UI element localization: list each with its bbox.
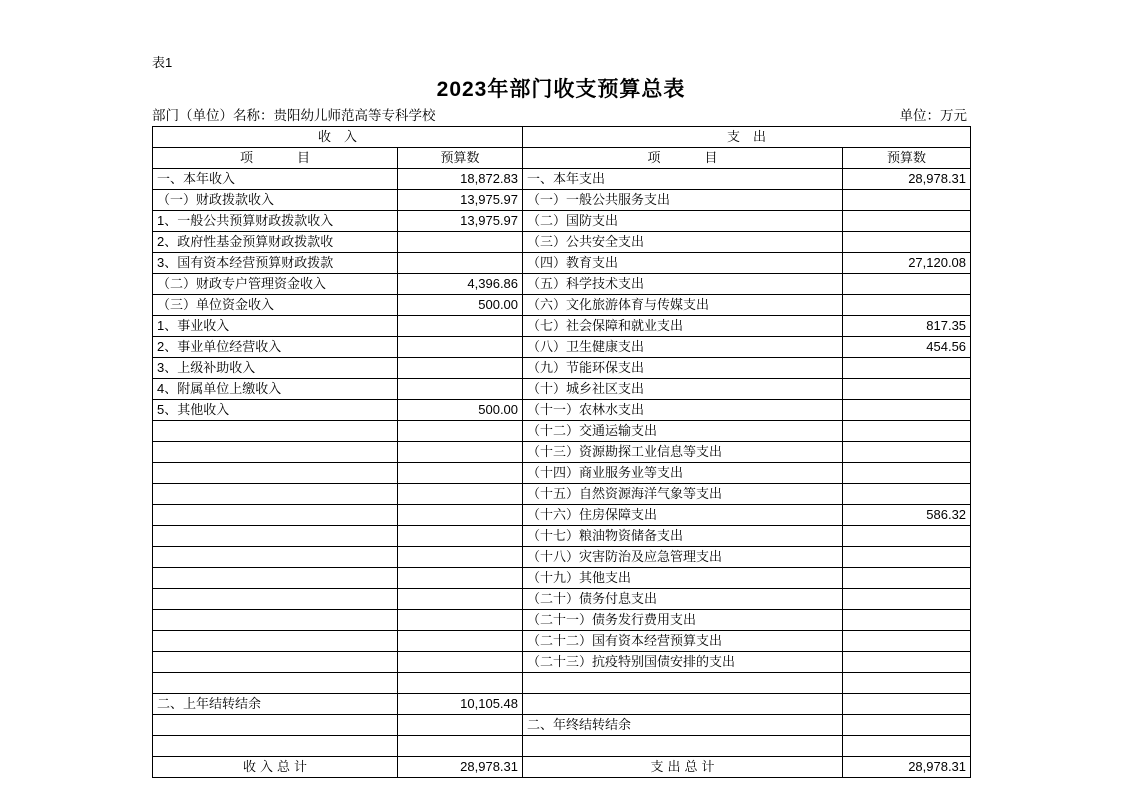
- expense-item-value: [843, 694, 971, 715]
- expense-item-label: [523, 694, 843, 715]
- expense-item-value: [843, 442, 971, 463]
- expense-total-value: 28,978.31: [843, 757, 971, 778]
- income-item-label: [153, 547, 398, 568]
- expense-item-value: [843, 589, 971, 610]
- table-row: [153, 379, 971, 400]
- income-item-value: [398, 736, 523, 757]
- expense-item-label: [523, 673, 843, 694]
- expense-item-value: [843, 652, 971, 673]
- income-item-label: [153, 463, 398, 484]
- expense-item-value: [843, 211, 971, 232]
- expense-item-value: 28,978.31: [843, 169, 971, 190]
- income-value-header: 预算数: [398, 148, 523, 169]
- income-item-value: 10,105.48: [398, 694, 523, 715]
- income-item-value: 18,872.83: [398, 169, 523, 190]
- income-item-value: [398, 631, 523, 652]
- income-item-value: [398, 337, 523, 358]
- expense-item-value: [843, 673, 971, 694]
- expense-item-value: [843, 190, 971, 211]
- table-row: [153, 169, 971, 190]
- expense-item-value: [843, 547, 971, 568]
- table-row: [153, 484, 971, 505]
- expense-item-label: （十七）粮油物资储备支出: [523, 526, 843, 547]
- income-item-header: 项 目: [153, 148, 398, 169]
- table-row: [153, 631, 971, 652]
- income-item-value: [398, 568, 523, 589]
- expense-item-value: 27,120.08: [843, 253, 971, 274]
- income-item-value: [398, 232, 523, 253]
- expense-item-value: [843, 358, 971, 379]
- expense-item-label: 一、本年支出: [523, 169, 843, 190]
- expense-item-label: （十二）交通运输支出: [523, 421, 843, 442]
- expense-item-value: [843, 421, 971, 442]
- income-item-label: [153, 610, 398, 631]
- income-item-label: （二）财政专户管理资金收入: [153, 274, 398, 295]
- expense-item-label: （五）科学技术支出: [523, 274, 843, 295]
- income-item-value: 4,396.86: [398, 274, 523, 295]
- income-item-label: [153, 526, 398, 547]
- income-item-label: 1、事业收入: [153, 316, 398, 337]
- table-column-header-row: [153, 148, 971, 169]
- income-item-label: 5、其他收入: [153, 400, 398, 421]
- expense-item-value: [843, 631, 971, 652]
- expense-item-value: 586.32: [843, 505, 971, 526]
- expense-item-label: （十四）商业服务业等支出: [523, 463, 843, 484]
- table-row: [153, 421, 971, 442]
- income-item-value: [398, 253, 523, 274]
- income-item-value: [398, 463, 523, 484]
- table-row: [153, 673, 971, 694]
- table-row: [153, 505, 971, 526]
- expense-item-value: 454.56: [843, 337, 971, 358]
- income-item-label: 1、一般公共预算财政拨款收入: [153, 211, 398, 232]
- expense-item-value: [843, 568, 971, 589]
- expense-item-label: （二十三）抗疫特别国债安排的支出: [523, 652, 843, 673]
- income-item-value: [398, 673, 523, 694]
- expense-item-value: [843, 484, 971, 505]
- expense-item-value: [843, 463, 971, 484]
- table-row: [153, 190, 971, 211]
- table-row: [153, 253, 971, 274]
- expense-item-label: （十六）住房保障支出: [523, 505, 843, 526]
- expense-item-label: （三）公共安全支出: [523, 232, 843, 253]
- expense-item-value: [843, 295, 971, 316]
- expense-item-value: [843, 400, 971, 421]
- expense-item-label: （十九）其他支出: [523, 568, 843, 589]
- expense-item-label: （十三）资源勘探工业信息等支出: [523, 442, 843, 463]
- budget-table-body: [153, 127, 971, 778]
- expense-item-label: （二十二）国有资本经营预算支出: [523, 631, 843, 652]
- expense-item-value: [843, 232, 971, 253]
- income-item-value: 500.00: [398, 400, 523, 421]
- income-group-header: 收 入: [153, 127, 523, 148]
- income-item-value: [398, 589, 523, 610]
- department-name-line: 部门（单位）名称：贵阳幼儿师范高等专科学校: [152, 108, 436, 123]
- expense-item-label: 二、年终结转结余: [523, 715, 843, 736]
- table-row: [153, 568, 971, 589]
- income-total-value: 28,978.31: [398, 757, 523, 778]
- table-row: [153, 232, 971, 253]
- table-row: [153, 274, 971, 295]
- income-item-label: [153, 421, 398, 442]
- expense-item-value: [843, 715, 971, 736]
- income-item-value: [398, 526, 523, 547]
- unit-line: 单位：万元: [899, 108, 967, 123]
- expense-item-value: [843, 526, 971, 547]
- income-item-value: [398, 442, 523, 463]
- income-item-label: 二、上年结转结余: [153, 694, 398, 715]
- income-item-label: [153, 505, 398, 526]
- totals-row: [153, 757, 971, 778]
- income-item-label: [153, 736, 398, 757]
- income-item-value: 500.00: [398, 295, 523, 316]
- expense-item-label: （二十一）债务发行费用支出: [523, 610, 843, 631]
- expense-item-label: （八）卫生健康支出: [523, 337, 843, 358]
- income-item-label: 一、本年收入: [153, 169, 398, 190]
- expense-item-label: （九）节能环保支出: [523, 358, 843, 379]
- income-item-value: [398, 358, 523, 379]
- table-row: [153, 526, 971, 547]
- expense-item-label: （十八）灾害防治及应急管理支出: [523, 547, 843, 568]
- budget-table: [152, 126, 971, 778]
- income-item-label: 3、国有资本经营预算财政拨款: [153, 253, 398, 274]
- income-item-value: 13,975.97: [398, 190, 523, 211]
- income-item-label: [153, 442, 398, 463]
- table-row: [153, 358, 971, 379]
- expense-item-header: 项 目: [523, 148, 843, 169]
- expense-item-label: （十五）自然资源海洋气象等支出: [523, 484, 843, 505]
- income-item-label: [153, 568, 398, 589]
- expense-item-value: [843, 274, 971, 295]
- income-item-value: 13,975.97: [398, 211, 523, 232]
- page-title: 2023年部门收支预算总表: [436, 78, 686, 101]
- income-item-label: 2、政府性基金预算财政拨款收: [153, 232, 398, 253]
- expense-item-value: [843, 379, 971, 400]
- income-item-label: [153, 631, 398, 652]
- income-item-value: [398, 547, 523, 568]
- income-item-value: [398, 715, 523, 736]
- table-row: [153, 211, 971, 232]
- expense-item-value: [843, 736, 971, 757]
- table-row: [153, 463, 971, 484]
- table-group-header-row: [153, 127, 971, 148]
- expense-item-label: （四）教育支出: [523, 253, 843, 274]
- income-item-value: [398, 505, 523, 526]
- expense-item-label: （二十）债务付息支出: [523, 589, 843, 610]
- income-item-value: [398, 316, 523, 337]
- table-row: [153, 715, 971, 736]
- expense-item-label: （七）社会保障和就业支出: [523, 316, 843, 337]
- income-item-label: 2、事业单位经营收入: [153, 337, 398, 358]
- income-item-label: [153, 589, 398, 610]
- income-item-label: （三）单位资金收入: [153, 295, 398, 316]
- table-row: [153, 652, 971, 673]
- expense-item-label: （十）城乡社区支出: [523, 379, 843, 400]
- table-row: [153, 295, 971, 316]
- table-row: [153, 547, 971, 568]
- income-item-label: [153, 652, 398, 673]
- income-item-value: [398, 421, 523, 442]
- income-item-value: [398, 652, 523, 673]
- expense-item-label: （十一）农林水支出: [523, 400, 843, 421]
- income-item-label: [153, 715, 398, 736]
- table-row: [153, 337, 971, 358]
- table-row: [153, 400, 971, 421]
- income-item-label: 4、附属单位上缴收入: [153, 379, 398, 400]
- expense-value-header: 预算数: [843, 148, 971, 169]
- income-item-value: [398, 610, 523, 631]
- income-item-label: [153, 484, 398, 505]
- expense-item-label: （一）一般公共服务支出: [523, 190, 843, 211]
- expense-item-value: 817.35: [843, 316, 971, 337]
- income-item-label: [153, 673, 398, 694]
- expense-total-label: 支出总计: [523, 757, 843, 778]
- expense-item-label: （二）国防支出: [523, 211, 843, 232]
- table-row: [153, 736, 971, 757]
- expense-item-label: （六）文化旅游体育与传媒支出: [523, 295, 843, 316]
- table-row: [153, 610, 971, 631]
- expense-item-label: [523, 736, 843, 757]
- income-item-label: （一）财政拨款收入: [153, 190, 398, 211]
- table-row: [153, 694, 971, 715]
- income-item-label: 3、上级补助收入: [153, 358, 398, 379]
- table-row: [153, 589, 971, 610]
- sheet-label: 表1: [152, 55, 173, 70]
- expense-group-header: 支 出: [523, 127, 971, 148]
- table-row: [153, 442, 971, 463]
- income-total-label: 收入总计: [153, 757, 398, 778]
- table-row: [153, 316, 971, 337]
- expense-item-value: [843, 610, 971, 631]
- income-item-value: [398, 484, 523, 505]
- income-item-value: [398, 379, 523, 400]
